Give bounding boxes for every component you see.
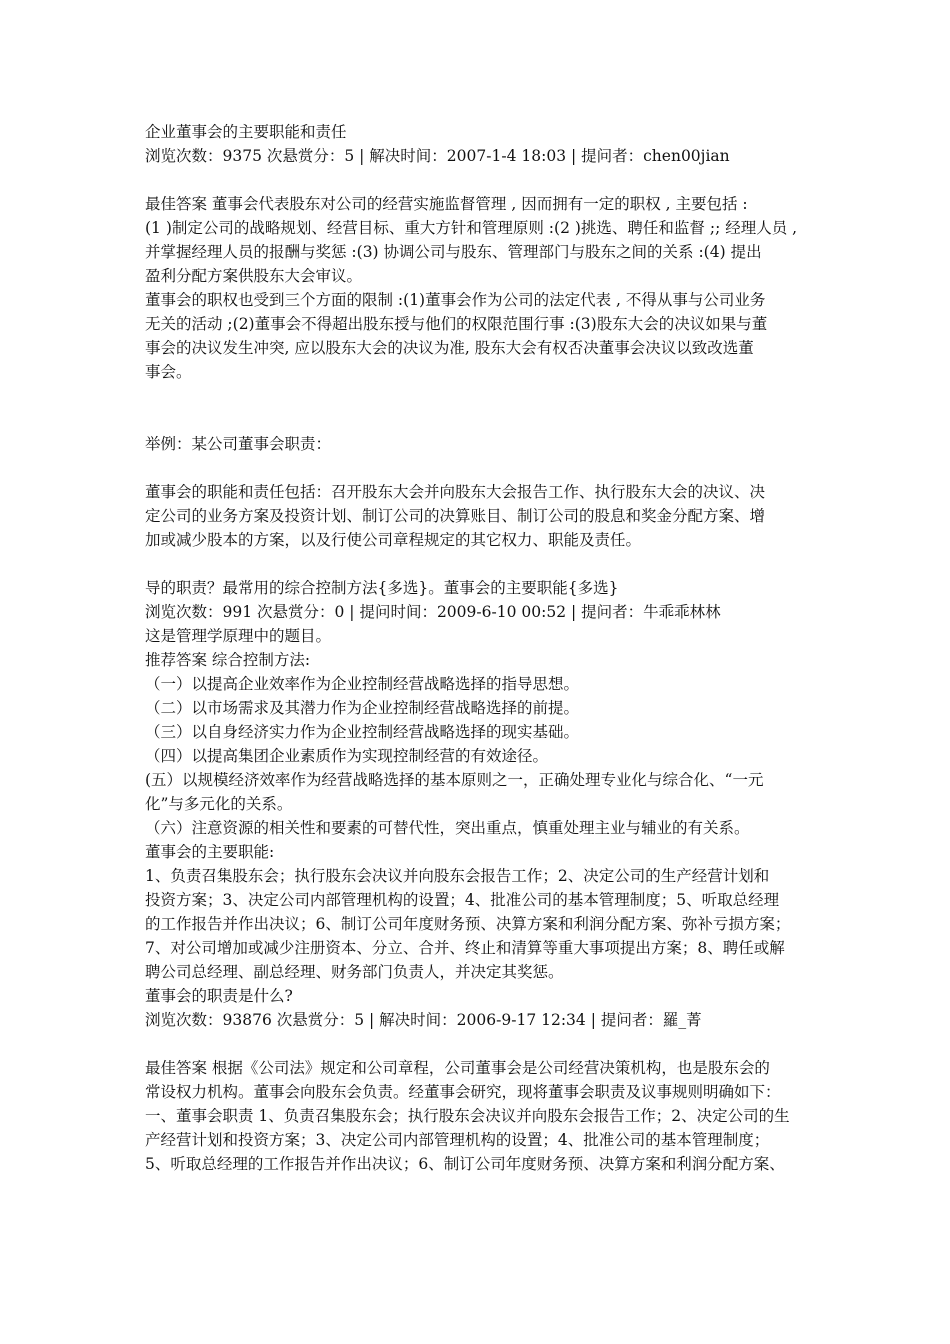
question-title: 董事会的职责是什么? [145, 987, 293, 1005]
answer-line: 事会。 [145, 363, 192, 381]
spacer [145, 456, 813, 480]
spacer [145, 1032, 813, 1056]
answer-line: 盈利分配方案供股东大会审议。 [145, 267, 363, 285]
document-body [145, 120, 813, 1176]
body-line: 这是管理学原理中的题目。 [145, 627, 332, 645]
body-line: 推荐答案 综合控制方法: [145, 651, 311, 669]
example-heading: 举例：某公司董事会职责： [145, 435, 332, 453]
body-line: （四）以提高集团企业素质作为实现控制经营的有效途径。 [145, 747, 549, 765]
question-meta: 浏览次数：991 次悬赏分：0 | 提问时间：2009-6-10 00:52 | 提问者：牛乖乖林林 [145, 603, 721, 621]
answer-line: 事会的决议发生冲突, 应以股东大会的决议为准, 股东大会有权否决董事会决议以致改选董 [145, 339, 754, 357]
body-line: 聘公司总经理、副总经理、财务部门负责人，并决定其奖惩。 [145, 963, 564, 981]
body-line: （三）以自身经济实力作为企业控制经营战略选择的现实基础。 [145, 723, 580, 741]
spacer [145, 384, 813, 432]
answer-line: 最佳答案 董事会代表股东对公司的经营实施监督管理 , 因而拥有一定的职权 , 主要包括 : [145, 195, 748, 213]
answer-line: 5、听取总经理的工作报告并作出决议；6、制订公司年度财务预、决算方案和利润分配方案、 [145, 1155, 785, 1173]
answer-line: 无关的活动 ;(2)董事会不得超出股东授与他们的权限范围行事 :(3)股东大会的决议如果与董 [145, 315, 768, 333]
body-line: 的工作报告并作出决议；6、制订公司年度财务预、决算方案和利润分配方案、弥补亏损方案； [145, 915, 791, 933]
answer-line: 并掌握经理人员的报酬与奖惩 :(3) 协调公司与股东、管理部门与股东之间的关系 :(4) 提出 [145, 243, 762, 261]
answer-line: 董事会的职权也受到三个方面的限制 :(1)董事会作为公司的法定代表 , 不得从事与公司业务 [145, 291, 766, 309]
body-line: (五）以规模经济效率作为经营战略选择的基本原则之一，正确处理专业化与综合化、“一元 [145, 771, 764, 789]
body-line: 投资方案；3、决定公司内部管理机构的设置；4、批准公司的基本管理制度；5、听取总经理 [145, 891, 780, 909]
answer-line: 一、董事会职责 1、负责召集股东会；执行股东会决议并向股东会报告工作；2、决定公司的生 [145, 1107, 790, 1125]
body-line: 7、对公司增加或减少注册资本、分立、合并、终止和清算等重大事项提出方案；8、聘任或解 [145, 939, 785, 957]
spacer [145, 168, 813, 192]
answer-line: 常设权力机构。董事会向股东会负责。经董事会研究，现将董事会职责及议事规则明确如下： [145, 1083, 781, 1101]
question-title: 企业董事会的主要职能和责任 [145, 123, 347, 141]
body-line: （二）以市场需求及其潜力作为企业控制经营战略选择的前提。 [145, 699, 580, 717]
example-line: 加或减少股本的方案，以及行使公司章程规定的其它权力、职能及责任。 [145, 531, 642, 549]
body-line: （一）以提高企业效率作为企业控制经营战略选择的指导思想。 [145, 675, 580, 693]
body-line: （六）注意资源的相关性和要素的可替代性，突出重点，慎重处理主业与辅业的有关系。 [145, 819, 750, 837]
answer-line: (1 )制定公司的战略规划、经营目标、重大方针和管理原则 :(2 )挑选、聘任和监督 ;; 经理人员 , [145, 219, 798, 237]
body-line: 董事会的主要职能: [145, 843, 275, 861]
body-line: 1、负责召集股东会；执行股东会决议并向股东会报告工作；2、决定公司的生产经营计划和 [145, 867, 770, 885]
spacer [145, 552, 813, 576]
example-line: 定公司的业务方案及投资计划、制订公司的决算账目、制订公司的股息和奖金分配方案、增 [145, 507, 766, 525]
body-line: 化”与多元化的关系。 [145, 795, 293, 813]
question-title: 导的职责？最常用的综合控制方法{多选}。董事会的主要职能{多选} [145, 579, 619, 597]
question-meta: 浏览次数：93876 次悬赏分：5 | 解决时间：2006-9-17 12:34 | 提问者：羅_菁 [145, 1011, 702, 1029]
answer-line: 产经营计划和投资方案；3、决定公司内部管理机构的设置；4、批准公司的基本管理制度； [145, 1131, 770, 1149]
example-line: 董事会的职能和责任包括：召开股东大会并向股东大会报告工作、执行股东大会的决议、决 [145, 483, 766, 501]
answer-line: 最佳答案 根据《公司法》规定和公司章程，公司董事会是公司经营决策机构，也是股东会的 [145, 1059, 770, 1077]
question-meta: 浏览次数：9375 次悬赏分：5 | 解决时间：2007-1-4 18:03 | 提问者：chen00jian [145, 147, 730, 165]
